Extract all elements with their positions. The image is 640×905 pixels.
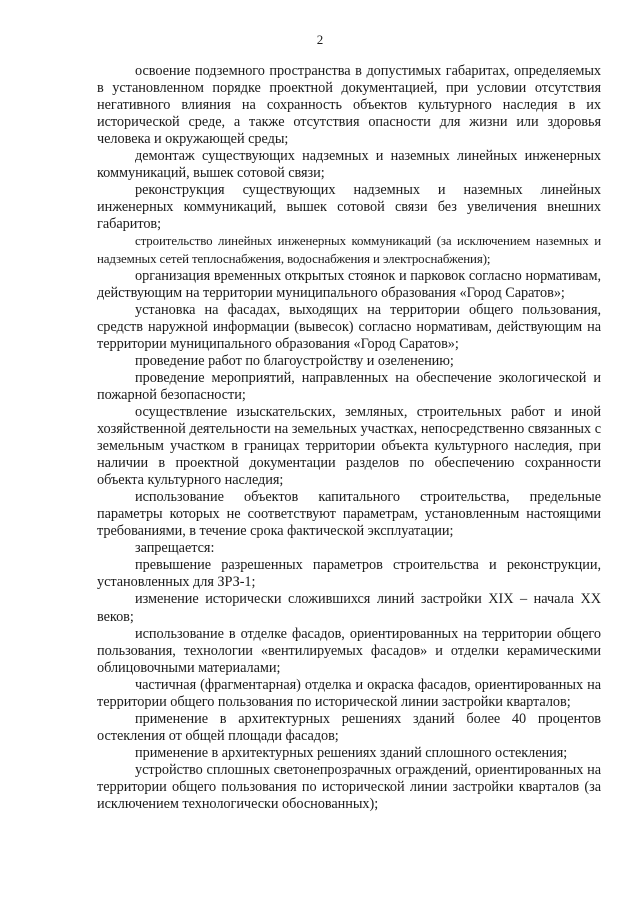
paragraph-facade-signage: установка на фасадах, выходящих на территории общего пользования, средств наружной информации (вывесок) согласно нормативам, действующим на территории муниципального образования «Город Саратов»; xyxy=(97,301,601,352)
paragraph-exceeding-parameters: превышение разрешенных параметров строительства и реконструкции, установленных для ЗРЗ-1; xyxy=(97,557,601,591)
paragraph-glazing-limit: применение в архитектурных решениях зданий более 40 процентов остекления от общей площади фасадов; xyxy=(97,710,601,744)
paragraph-survey-works: осуществление изыскательских, земляных, строительных работ и иной хозяйственной деятельности на земельных участках, непосредственно связанных с земельным участком в границах территории объекта культурного наследия, при наличии в проектной документации разделов по обеспечению сохранности объекта культурного наследия; xyxy=(97,403,601,489)
paragraph-reconstruction: реконструкция существующих надземных и наземных линейных инженерных коммуникаций, вышек сотовой связи без увеличения внешних габаритов; xyxy=(97,182,601,233)
paragraph-underground-space: освоение подземного пространства в допустимых габаритах, определяемых в установленном порядке проектной документацией, при условии отсутствия негативного влияния на сохранность объектов культурного наследия в их исторической среде, а также отсутствия опасности для жизни или здоровья человека и окружающей среды; xyxy=(97,63,601,148)
paragraph-opaque-fences: устройство сплошных светонепрозрачных ограждений, ориентированных на территории общего пользования по исторической линии застройки кварталов (за исключением технологически обоснованных); xyxy=(97,761,601,813)
paragraph-ventilated-facades: использование в отделке фасадов, ориентированных на территории общего пользования, технологии «вентилируемых фасадов» и отделки керамическими облицовочными материалами; xyxy=(97,625,601,676)
document-body xyxy=(97,63,601,813)
paragraph-continuous-glazing: применение в архитектурных решениях зданий сплошного остекления; xyxy=(135,744,568,761)
paragraph-partial-finishing: частичная (фрагментарная) отделка и окраска фасадов, ориентированных на территории общего пользования по исторической линии застройки кварталов; xyxy=(97,676,601,710)
paragraph-temporary-parking: организация временных открытых стоянок и парковок согласно нормативам, действующим на территории муниципального образования «Город Саратов»; xyxy=(97,267,601,301)
paragraph-dismantling: демонтаж существующих надземных и наземных линейных инженерных коммуникаций, вышек сотовой связи; xyxy=(97,148,601,182)
page-number: 2 xyxy=(316,32,324,47)
paragraph-construction-utilities: строительство линейных инженерных коммуникаций (за исключением наземных и надземных сетей теплоснабжения, водоснабжения и электроснабжения); xyxy=(97,234,601,266)
paragraph-existing-buildings: использование объектов капитального строительства, предельные параметры которых не соответствуют параметрам, установленным настоящими требованиями, в течение срока фактической эксплуатации; xyxy=(97,489,601,540)
paragraph-building-lines: изменение исторически сложившихся линий застройки XIX – начала XX веков; xyxy=(97,591,601,625)
paragraph-landscaping: проведение работ по благоустройству и озеленению; xyxy=(135,352,454,369)
paragraph-safety-measures: проведение мероприятий, направленных на обеспечение экологической и пожарной безопасности; xyxy=(97,369,601,403)
paragraph-prohibited-heading: запрещается: xyxy=(135,540,215,557)
